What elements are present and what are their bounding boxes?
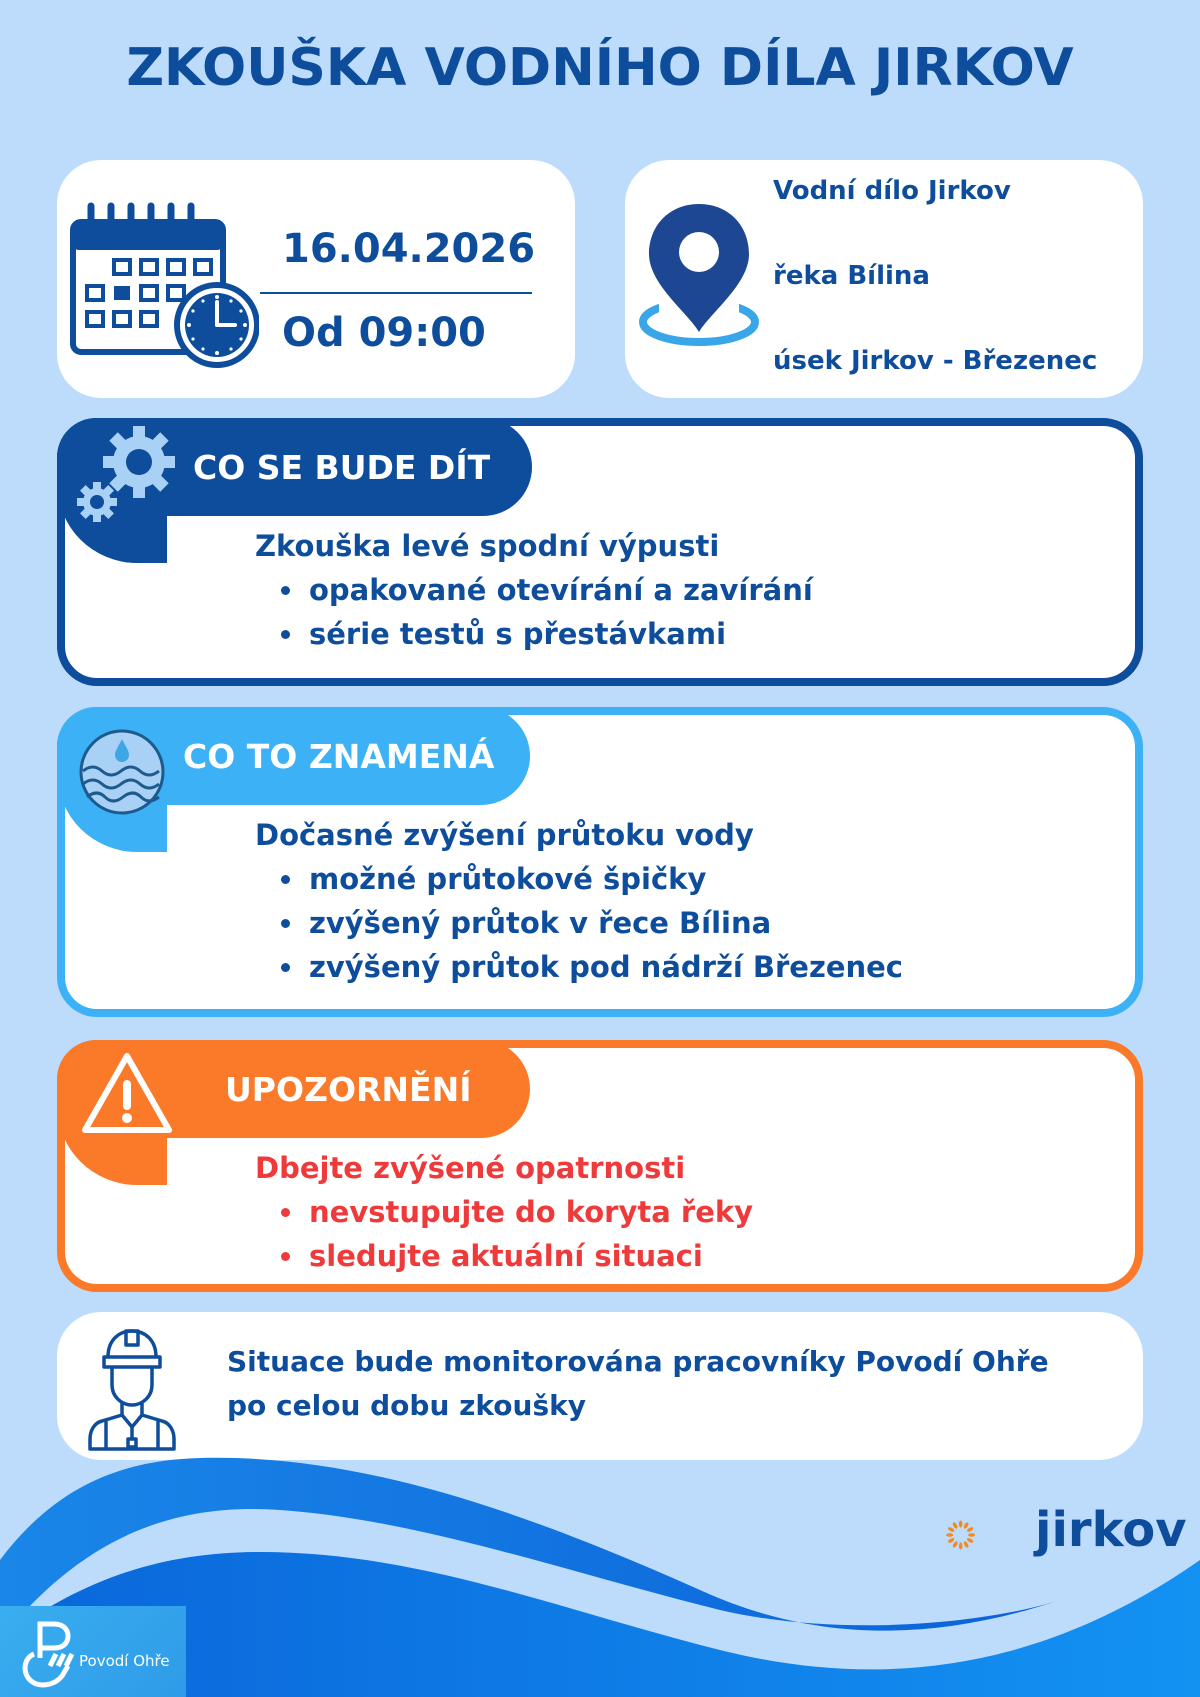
povodi-ohre-text: Povodí Ohře — [79, 1652, 170, 1670]
section-list — [277, 568, 813, 656]
list-item: možné průtokové špičky — [277, 857, 903, 901]
section-title: CO TO ZNAMENÁ — [183, 737, 495, 776]
jirkov-logo-text: jirkov — [1035, 1502, 1187, 1558]
monitoring-text — [227, 1340, 1049, 1428]
monitoring-line: po celou dobu zkoušky — [227, 1389, 587, 1422]
jirkov-sun-logo-icon — [945, 1495, 1035, 1575]
section-what-it-means — [57, 707, 1143, 1017]
location-line: řeka Bílina — [773, 261, 930, 291]
location-card — [625, 160, 1143, 398]
povodi-ohre-icon — [20, 1618, 80, 1690]
section-body — [255, 813, 903, 989]
section-heading: Dbejte zvýšené opatrnosti — [255, 1151, 686, 1185]
page-title: ZKOUŠKA VODNÍHO DÍLA JIRKOV — [126, 38, 1074, 98]
warning-triangle-icon — [79, 1050, 175, 1136]
worker-icon — [82, 1327, 182, 1452]
list-item: zvýšený průtok v řece Bílina — [277, 901, 903, 945]
gears-icon — [77, 424, 187, 524]
water-waves-icon — [77, 727, 167, 817]
monitoring-card — [57, 1312, 1143, 1460]
date-card — [57, 160, 575, 398]
section-heading: Zkouška levé spodní výpusti — [255, 529, 720, 563]
event-date: 16.04.2026 — [282, 226, 536, 272]
list-item: sledujte aktuální situaci — [277, 1234, 753, 1278]
calendar-clock-icon — [69, 200, 259, 370]
event-time: Od 09:00 — [282, 310, 486, 356]
section-title: CO SE BUDE DÍT — [193, 448, 491, 487]
section-what-will-happen — [57, 418, 1143, 686]
section-title: UPOZORNĚNÍ — [225, 1070, 472, 1109]
divider — [260, 292, 532, 294]
section-list — [277, 1190, 753, 1278]
section-list — [277, 857, 903, 989]
location-line: úsek Jirkov - Březenec — [773, 346, 1098, 376]
povodi-ohre-logo — [0, 1606, 186, 1697]
map-pin-icon — [639, 200, 769, 360]
list-item: zvýšený průtok pod nádrží Březenec — [277, 945, 903, 989]
section-heading: Dočasné zvýšení průtoku vody — [255, 818, 754, 852]
list-item: nevstupujte do koryta řeky — [277, 1190, 753, 1234]
section-warning — [57, 1040, 1143, 1292]
location-line: Vodní dílo Jirkov — [773, 176, 1011, 206]
section-body — [255, 524, 813, 656]
list-item: série testů s přestávkami — [277, 612, 813, 656]
section-body — [255, 1146, 753, 1278]
list-item: opakované otevírání a zavírání — [277, 568, 813, 612]
monitoring-line: Situace bude monitorována pracovníky Povodí Ohře — [227, 1345, 1049, 1378]
